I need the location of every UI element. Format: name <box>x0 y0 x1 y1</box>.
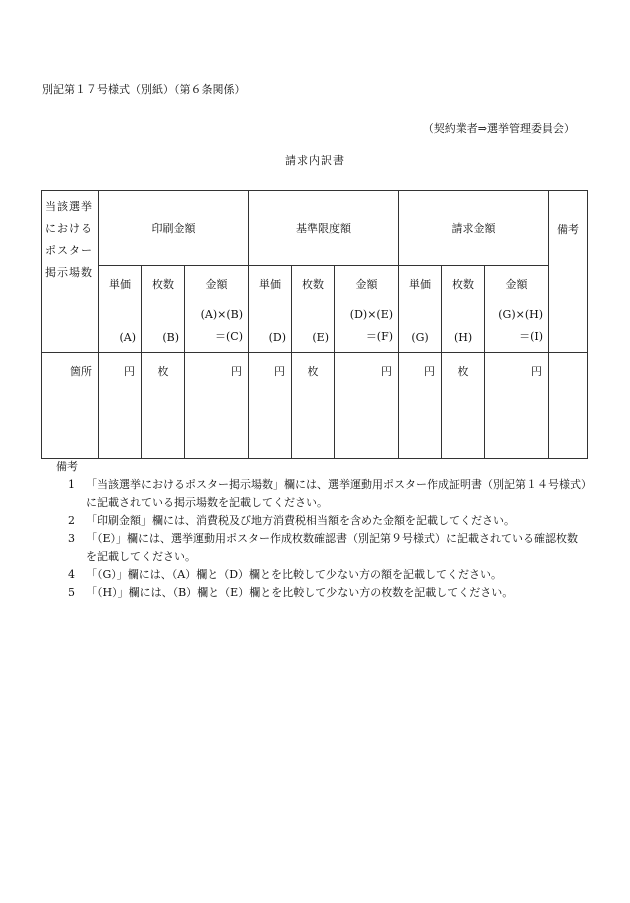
subheader-title: 枚数 <box>302 278 324 291</box>
subheader-quantity-b <box>142 266 185 353</box>
quantity-b-cell[interactable]: 枚 <box>142 353 185 459</box>
unit-price-g-cell[interactable]: 円 <box>399 353 442 459</box>
note-number: 4 <box>68 568 75 581</box>
group-header-standard-limit: 基準限度額 <box>249 191 399 266</box>
subheader-amount-c <box>185 266 249 353</box>
quantity-e-cell[interactable]: 枚 <box>292 353 335 459</box>
note-item <box>68 476 588 512</box>
subheader-unit-price-a <box>99 266 142 353</box>
venue-count-header: 当該選挙におけるポスター掲示場数 <box>42 191 99 353</box>
subheader-title: 金額 <box>205 278 228 291</box>
note-number: 2 <box>68 514 75 527</box>
note-text: 「（E）」欄には、選挙運動用ポスター作成枚数確認書（別記第９号様式）に記載されている確認枚数を記載してください。 <box>86 532 579 563</box>
unit-price-a-cell[interactable]: 円 <box>99 353 142 459</box>
note-number: 3 <box>68 532 75 545</box>
note-number: 5 <box>68 586 75 599</box>
claim-breakdown-table <box>41 190 588 459</box>
amount-i-cell[interactable]: 円 <box>485 353 549 459</box>
subheader-formula: (G)×(H) <box>498 308 544 321</box>
remarks-cell[interactable] <box>549 353 588 459</box>
routing-note: （契約業者⇒選挙管理委員会） <box>422 122 575 135</box>
subheader-code: (B) <box>162 331 179 344</box>
form-id: 別記第１７号様式（別紙）（第６条関係） <box>42 83 246 96</box>
notes-title: 備考 <box>56 460 78 473</box>
subheader-unit-price-g <box>399 266 442 353</box>
note-item <box>68 512 588 530</box>
subheader-title: 単価 <box>409 278 432 291</box>
subheader-code: (G) <box>411 331 429 344</box>
note-item <box>68 566 588 584</box>
group-header-print-amount: 印刷金額 <box>99 191 249 266</box>
remarks-header: 備考 <box>549 191 588 353</box>
subheader-title: 金額 <box>355 278 378 291</box>
subheader-amount-f <box>335 266 399 353</box>
amount-f-cell[interactable]: 円 <box>335 353 399 459</box>
quantity-h-cell[interactable]: 枚 <box>442 353 485 459</box>
subheader-title: 単価 <box>109 278 131 291</box>
subheader-code: (D) <box>268 331 286 344</box>
subheader-formula: (A)×(B) <box>200 308 243 321</box>
note-text: 「印刷金額」欄には、消費税及び地方消費税相当額を含めた金額を記載してください。 <box>86 514 515 527</box>
subheader-code: (A) <box>119 331 136 344</box>
note-item <box>68 530 588 566</box>
group-header-claim-amount: 請求金額 <box>399 191 549 266</box>
subheader-quantity-h <box>442 266 485 353</box>
subheader-title: 枚数 <box>452 278 475 291</box>
subheader-title: 枚数 <box>152 278 174 291</box>
note-number: 1 <box>68 478 75 491</box>
note-text: 「（H）」欄には、（B）欄と（E）欄とを比較して少ない方の枚数を記載してください。 <box>86 586 514 599</box>
subheader-result: ＝(I) <box>519 330 544 343</box>
venue-count-cell[interactable]: 箇所 <box>42 353 99 459</box>
subheader-code: (H) <box>453 331 473 344</box>
subheader-amount-i <box>485 266 549 353</box>
subheader-title: 単価 <box>259 278 281 291</box>
subheader-quantity-e <box>292 266 335 353</box>
note-text: 「当該選挙におけるポスター掲示場数」欄には、選挙運動用ポスター作成証明書（別記第１４号様式）に記載されている掲示場数を記載してください。 <box>86 478 587 509</box>
subheader-result: ＝(F) <box>365 330 394 343</box>
subheader-unit-price-d <box>249 266 292 353</box>
document-title: 請求内訳書 <box>285 154 345 167</box>
subheader-code: (E) <box>312 331 329 344</box>
subheader-title: 金額 <box>505 278 528 291</box>
subheader-formula: (D)×(E) <box>349 308 394 321</box>
note-text: 「（G）」欄には、（A）欄と（D）欄とを比較して少ない方の額を記載してください。 <box>86 568 503 581</box>
subheader-result: ＝(C) <box>215 330 243 343</box>
note-item <box>68 584 588 602</box>
amount-c-cell[interactable]: 円 <box>185 353 249 459</box>
notes-list <box>68 476 588 602</box>
unit-price-d-cell[interactable]: 円 <box>249 353 292 459</box>
table-row <box>42 353 588 459</box>
